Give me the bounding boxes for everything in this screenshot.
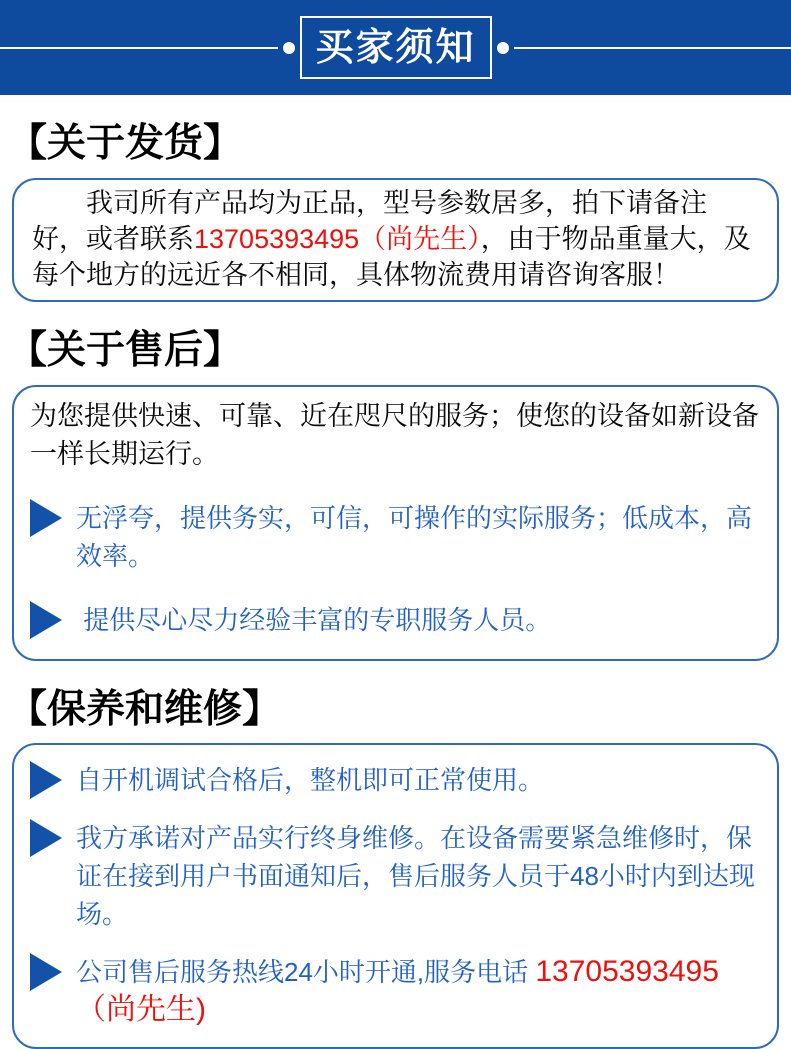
after-sales-box [12, 385, 779, 661]
banner [0, 0, 791, 95]
after-sales-intro: 为您提供快速、可靠、近在咫尺的服务；使您的设备如新设备一样长期运行。 [30, 400, 759, 469]
section-title-maintenance: 【保养和维修】 [8, 687, 282, 731]
maintenance-bullet-1 [30, 761, 759, 799]
bullet-text: 我方承诺对产品实行终身维修。在设备需要紧急维修时，保证在接到用户书面通知后，售后服务人员于48小时内到达现场。 [76, 823, 755, 930]
hotline-text: 公司售后服务热线24小时开通,服务电话 [76, 957, 536, 988]
section-maintenance [0, 687, 791, 1049]
banner-title: 买家须知 [315, 26, 476, 69]
arrow-right-icon [30, 499, 62, 537]
after-sales-bullet-1 [30, 499, 759, 575]
banner-dot-right [497, 42, 509, 54]
section-after-sales [0, 328, 791, 661]
after-sales-bullet-2 [30, 601, 759, 639]
shipping-paragraph [32, 185, 759, 293]
bullet-text: 自开机调试合格后，整机即可正常使用。 [76, 765, 545, 796]
shipping-text-before: 我司所有产品均为正品，型号参数居多，拍下请备注好，或者联系 [32, 187, 707, 254]
shipping-box [12, 178, 779, 302]
section-title-after-sales: 【关于售后】 [8, 328, 243, 372]
banner-line-right [514, 47, 791, 49]
maintenance-bullet-3 [30, 953, 759, 1029]
banner-dot-left [283, 42, 295, 54]
banner-line-left [0, 47, 278, 49]
bullet-text: 无浮夸，提供务实，可信，可操作的实际服务；低成本，高效率。 [76, 502, 753, 571]
bullet-text: 提供尽心尽力经验丰富的专职服务人员。 [76, 604, 552, 635]
arrow-right-icon [30, 601, 62, 639]
maintenance-bullet-2 [30, 819, 759, 933]
arrow-right-icon [30, 953, 62, 991]
arrow-right-icon [30, 761, 62, 799]
hotline-phone-number: 13705393495（尚先生) [76, 955, 719, 1027]
shipping-text-after: ，由于物品重量大，及每个地方的远近各不相同，具体物流费用请咨询客服！ [32, 223, 751, 290]
section-title-shipping: 【关于发货】 [8, 122, 243, 165]
bullet-text [76, 953, 759, 1029]
section-shipping [0, 121, 791, 302]
shipping-phone-number: 13705393495（尚先生） [194, 223, 481, 254]
maintenance-box [12, 743, 779, 1049]
arrow-right-icon [30, 819, 62, 857]
banner-title-box [300, 16, 492, 79]
